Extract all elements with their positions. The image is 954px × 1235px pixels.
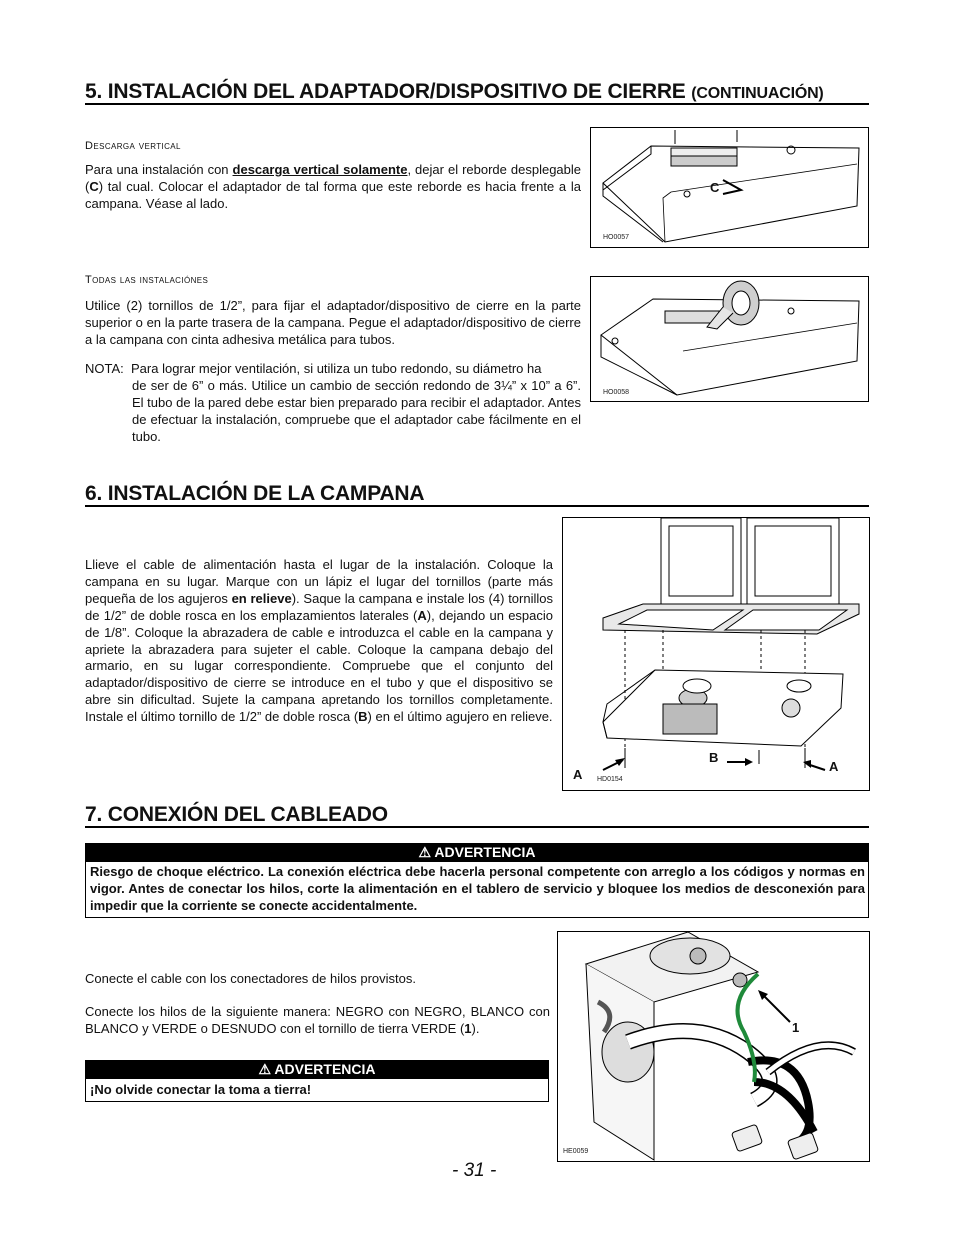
section-7-rule [85,826,869,828]
section-5-rule [85,103,869,105]
note-paragraph: NOTA: Para lograr mejor ventilación, si utiliza un tubo redondo, su diámetro ha de ser de 6” o más. Utilice un cambio de sección redondo de 3¼” x 10” a 6”. El tubo de la pared debe estar bien preparado para recibir el adaptador. Antes de efectuar la instalación, compruebe que el adaptador cabe fácilmente en el tubo. [85,361,581,444]
figure-ho0057 [590,127,869,248]
wiring-connection-illustration [558,932,869,1161]
figure-code: HO0058 [603,389,630,396]
section-5-title-suffix: (CONTINUACIÓN) [691,85,824,102]
figure-label-a-left: A [573,767,583,782]
page-number: - 31 - [452,1160,497,1181]
vertical-heading: Descarga vertical [85,140,181,152]
figure-label-c: C [710,180,720,195]
warning-header: ⚠ ADVERTENCIA [85,1060,549,1079]
install-paragraph: Llieve el cable de alimentación hasta el lugar de la instalación. Coloque la campana en su lugar. Marque con un lápiz el lugar del tornillos (parte más pequeña de los agujeros en relieve). Saque la campana e instale los (4) tornillos de 1/2” de doble rosca en los emplazamientos laterales (A), dejando un espacio de 1/8”. Coloque la abrazadera de cable e introduzca el cable en la campana y apriete la abrazadera para sujeter el cable. Coloque la campana debajo del armario, en su lugar correspondiente. Compruebe que el conjunto del adaptador/dispositivo de cierre se introduce en el tubo y que el dispositivo se abre sin dificultad. Sujete la campana apretando los tornillos completamente. Instale el último tornillo de 1/2” de doble rosca (B) en el último agujero en relieve. [85,557,554,725]
figure-label-b: B [709,750,719,765]
wiring-paragraph-2: Conecte los hilos de la siguiente manera: NEGRO con NEGRO, BLANCO con BLANCO y VERDE o DESNUDO con el tornillo de tierra VERDE (1). [85,1004,550,1036]
warning-text: Riesgo de choque eléctrico. La conexión eléctrica debe hacerla personal competente con arreglo a los códigos y normas en vigor. Antes de conectar los hilos, corte la alimentación en el tablero de servicio y bloquee los medios de desconexión para impedir que la corriente se conecte accidentalmente. [85,862,869,918]
figure-he0059 [557,931,870,1162]
all-installations-paragraph: Utilice (2) tornillos de 1/2”, para fijar el adaptador/dispositivo de cierre en la parte superior o en la parte trasera de la campana. Pegue el adaptador/dispositivo de cierre a la campana con cinta adhesiva metálica para tubos. [85,298,581,347]
section-6-title: 6. INSTALACIÓN DE LA CAMPANA [85,482,425,505]
note-label: NOTA: [85,361,124,376]
figure-label-a-right: A [829,759,839,774]
vertical-paragraph: Para una instalación con descarga vertical solamente, dejar el reborde desplegable (C) tal cual. Colocar el adaptador de tal forma que este reborde es hacia frente a la campana. Véase al lado. [85,162,581,211]
warning-box-shock [85,843,869,918]
figure-ho0058 [590,276,869,402]
figure-code: HE0059 [563,1148,589,1155]
section-5-title: 5. INSTALACIÓN DEL ADAPTADOR/DISPOSITIVO DE CIERRE (CONTINUACIÓN) [85,80,824,103]
figure-code: HD0154 [597,776,623,783]
warning-box-ground [85,1060,549,1102]
figure-code: HO0057 [603,234,630,241]
figure-hd0154 [562,517,870,791]
section-6-rule [85,505,869,507]
warning-triangle-icon: ⚠ [418,844,432,860]
wiring-paragraph-1: Conecte el cable con los conectadores de hilos provistos. [85,971,416,986]
all-installations-heading: Todas las instalaciónes [85,274,209,286]
warning-triangle-icon: ⚠ [258,1061,272,1077]
section-7-title: 7. CONEXIÓN DEL CABLEADO [85,803,388,826]
warning-text: ¡No olvide conectar la toma a tierra! [85,1079,549,1102]
hood-taped-adapter-illustration [591,277,868,401]
hood-vertical-illustration [591,128,868,247]
figure-label-1: 1 [792,1020,800,1035]
warning-header: ⚠ ADVERTENCIA [85,843,869,862]
